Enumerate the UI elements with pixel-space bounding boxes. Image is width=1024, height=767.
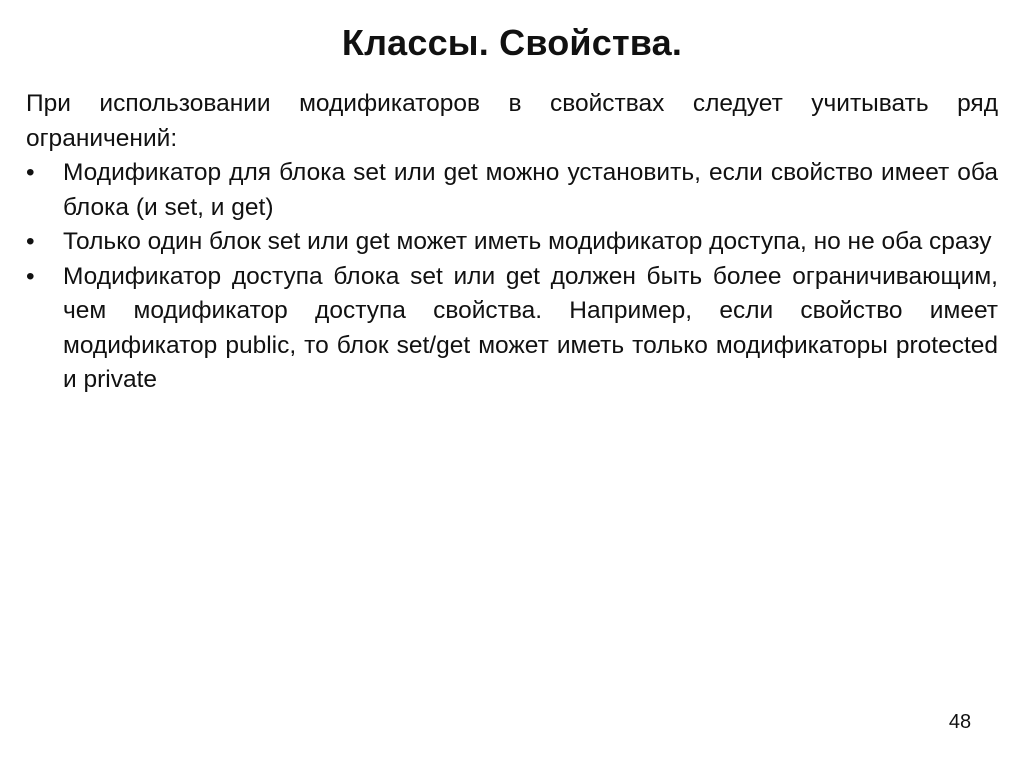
bullet-item (26, 156, 998, 225)
intro-paragraph: При использовании модификаторов в свойствах следует учитывать ряд ограничений: (26, 90, 998, 152)
bullet-icon: • (26, 159, 35, 186)
slide-title: Классы. Свойства. (341, 22, 683, 63)
bullet-text: Модификатор доступа блока set или get должен быть более ограничивающим, чем модификатор доступа свойства. Например, если свойство имеет модификатор public, то блок set/get может иметь только модификаторы protected и private (63, 262, 998, 393)
bullet-item (26, 260, 998, 398)
bullet-text: Только один блок set или get может иметь модификатор доступа, но не оба сразу (63, 228, 992, 255)
bullet-list (26, 156, 998, 398)
bullet-item (26, 225, 998, 260)
page-number: 48 (948, 711, 972, 733)
slide-content (26, 87, 998, 398)
bullet-icon: • (26, 262, 35, 290)
bullet-icon: • (26, 228, 35, 255)
bullet-text: Модификатор для блока set или get можно установить, если свойство имеет оба блока (и set, и get) (63, 159, 998, 221)
